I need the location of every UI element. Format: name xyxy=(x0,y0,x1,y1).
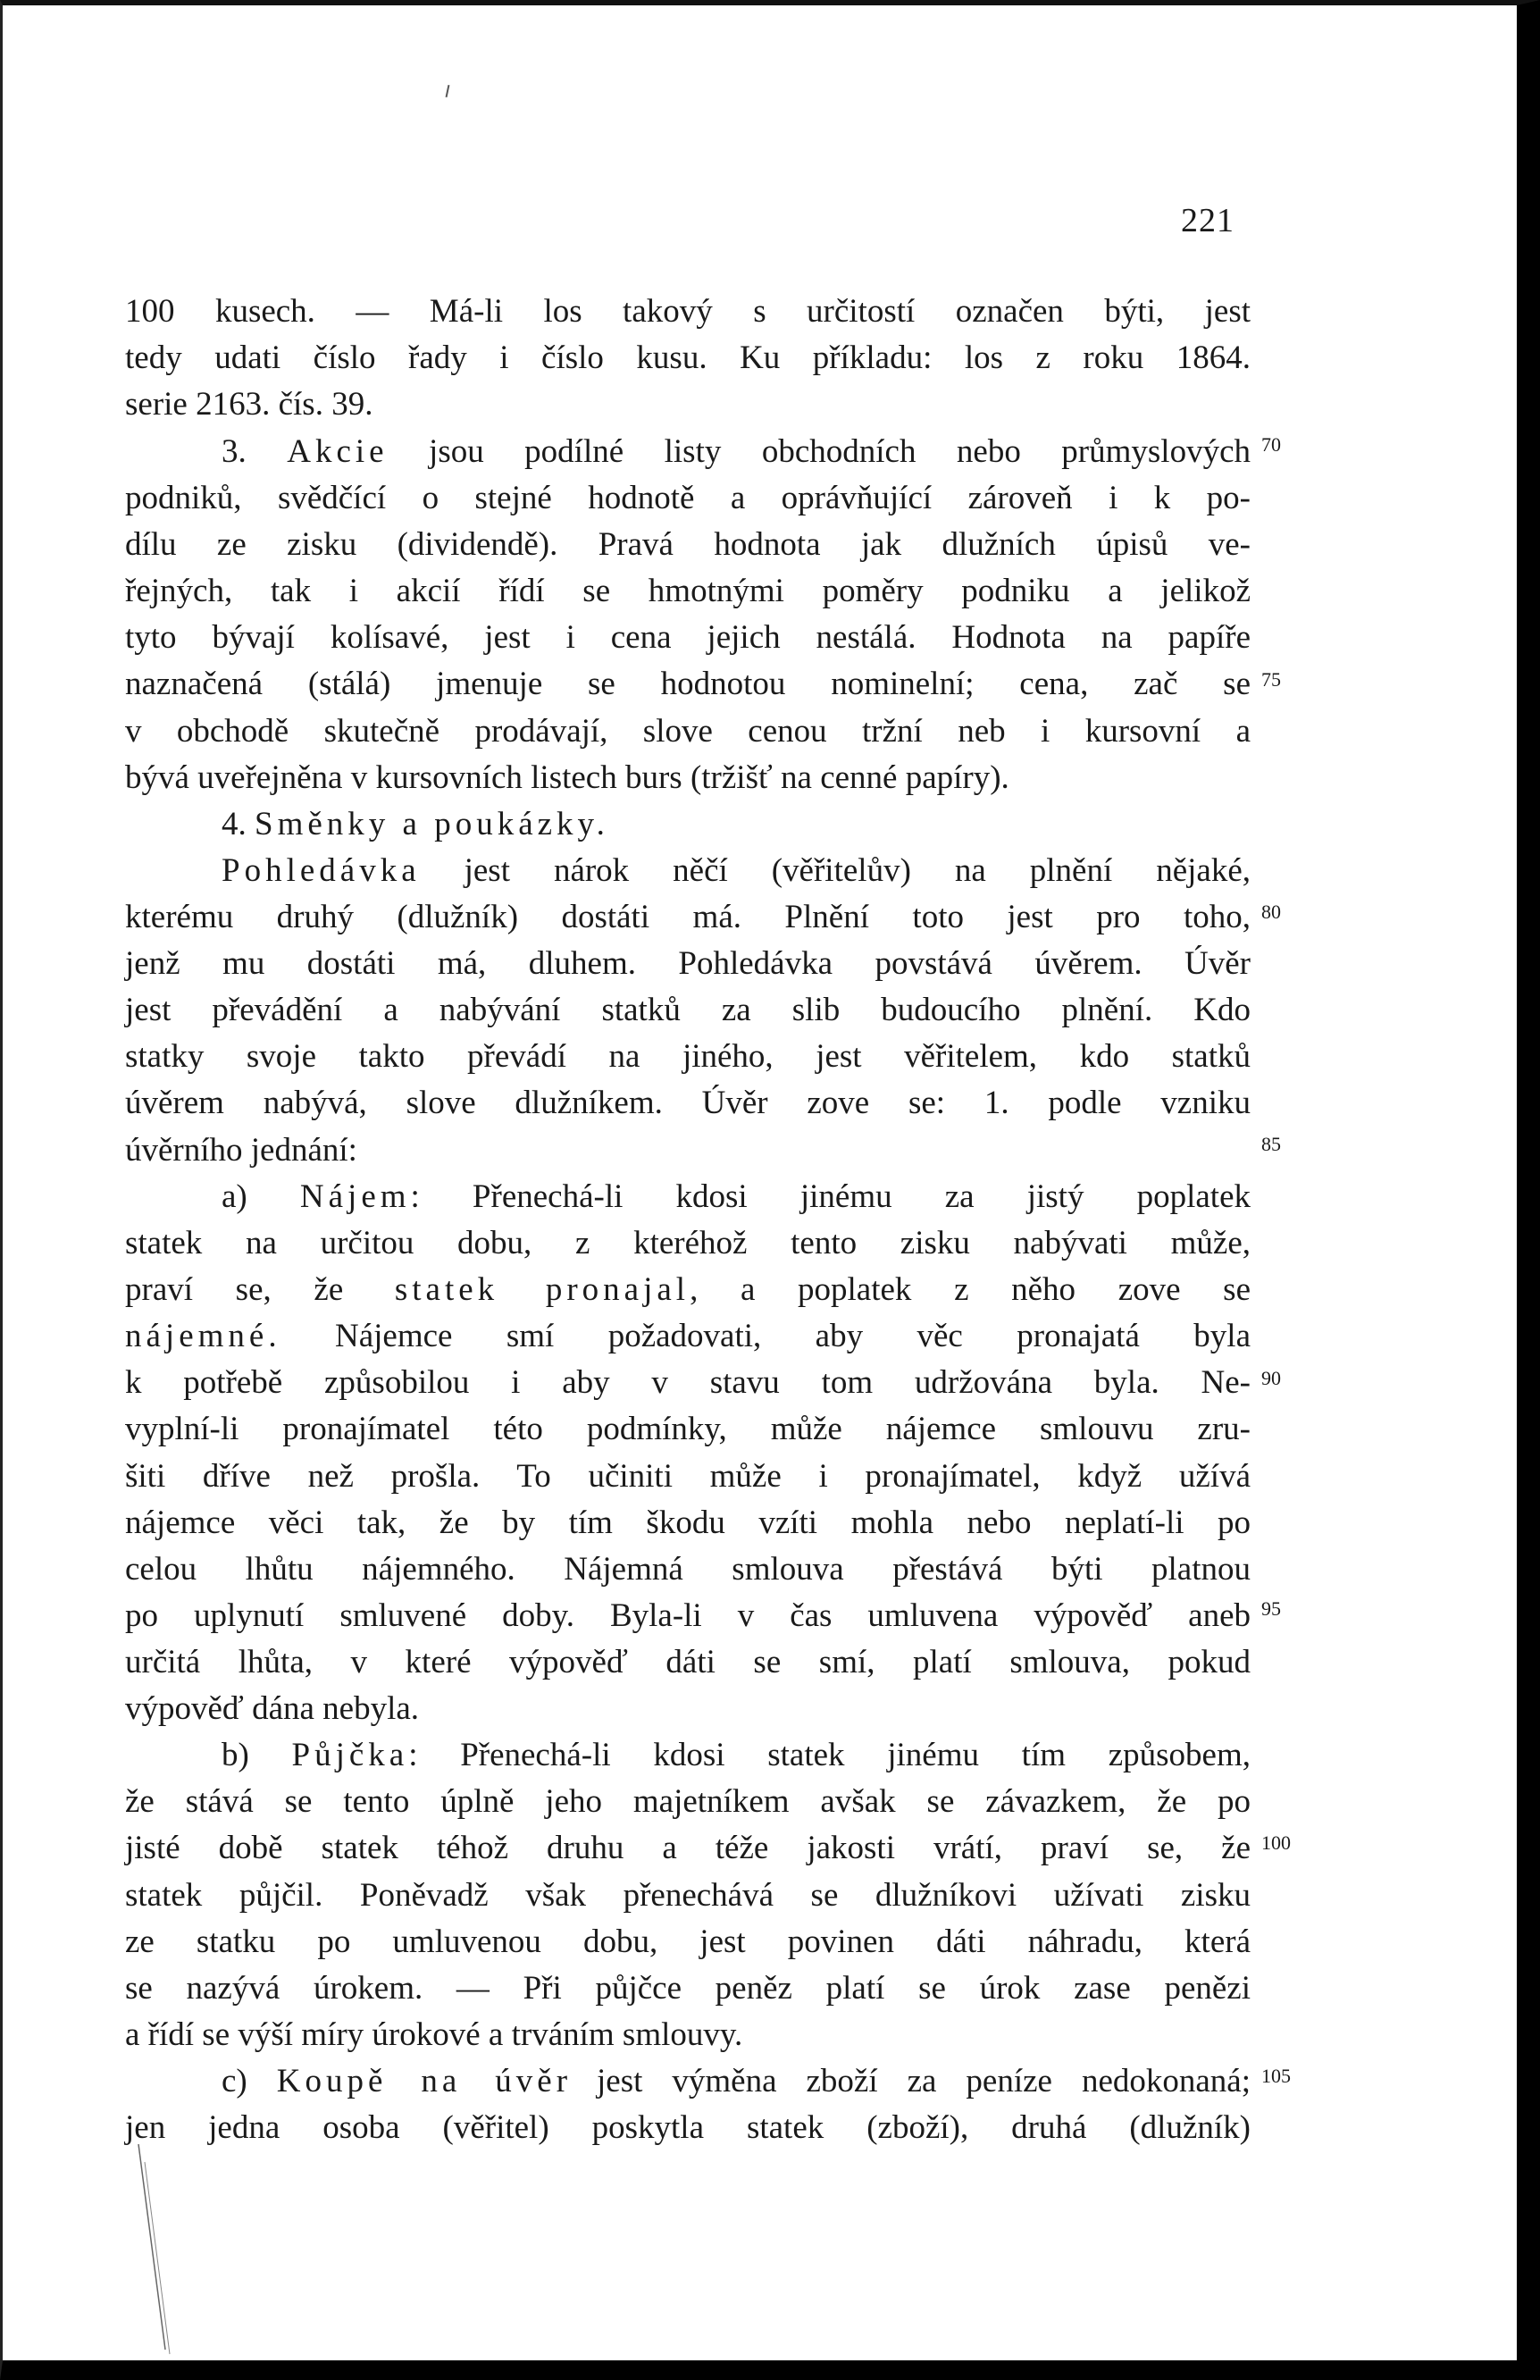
paper-crease xyxy=(134,2144,188,2359)
text-line: kterému druhý (dlužník) dostáti má. Plnění toto jest pro toho, xyxy=(125,899,1251,935)
margin-line-number: 85 xyxy=(1261,1133,1281,1155)
text-line: se nazývá úrokem. — Při půjčce peněz platí se úrok zase penězi xyxy=(125,1970,1251,2007)
text-line: vyplní-li pronajímatel této podmínky, může nájemce smlouvu zru- xyxy=(125,1411,1251,1447)
emphasized-term: Koupě na úvě xyxy=(276,2063,557,2099)
text-line: ze statku po umluvenou dobu, jest povinen dáti náhradu, která xyxy=(125,1923,1251,1960)
emphasized-term: Půjčka xyxy=(291,1737,409,1773)
text-line: výpověď dána nebyla. xyxy=(125,1690,420,1727)
margin-line-number: 75 xyxy=(1261,668,1281,691)
text-line: serie 2163. čís. 39. xyxy=(125,386,373,423)
text-line: nájemné. Nájemce smí požadovati, aby věc pronajatá byla xyxy=(125,1318,1251,1354)
text-line: řejných, tak i akcií řídí se hmotnými poměry podniku a jelikož xyxy=(125,573,1251,609)
emphasized-term: nájemné. xyxy=(125,1318,281,1354)
margin-line-number: 105 xyxy=(1261,2065,1291,2087)
emphasized-term: e statek pronajal xyxy=(328,1271,690,1308)
text-line: bývá uveřejněna v kursovních listech burs (tržišť na cenné papíry). xyxy=(125,759,1009,796)
emphasized-term: Směnky a poukázky. xyxy=(255,806,609,842)
text-line: 100 kusech. — Má-li los takový s určitostí označen býti, jest xyxy=(125,293,1251,330)
emphasized-term: Nájem xyxy=(299,1178,411,1215)
text-line: celou lhůtu nájemného. Nájemná smlouva přestává býti platnou xyxy=(125,1551,1251,1588)
text-line: úvěrního jednání: xyxy=(125,1132,357,1169)
text-line: dílu ze zisku (dividendě). Pravá hodnota jak dlužních úpisů ve- xyxy=(125,526,1251,563)
text-line: jest převádění a nabývání statků za slib budoucího plnění. Kdo xyxy=(125,992,1251,1028)
text-line: nájemce věci tak, že by tím škodu vzíti mohla nebo neplatí-li po xyxy=(125,1504,1251,1541)
text-line: podniků, svědčící o stejné hodnotě a oprávňující zároveň i k po- xyxy=(125,480,1251,516)
text-line: b) Půjčka: Přenechá-li kdosi statek jinému tím způsobem, xyxy=(222,1737,1251,1773)
text-line: tyto bývají kolísavé, jest i cena jejich nestálá. Hodnota na papíře xyxy=(125,619,1251,656)
text-line: statky svoje takto převádí na jiného, jest věřitelem, kdo statků xyxy=(125,1038,1251,1075)
text-line: jenž mu dostáti má, dluhem. Pohledávka povstává úvěrem. Úvěr xyxy=(125,945,1251,982)
text-line: naznačená (stálá) jmenuje se hodnotou nominelní; cena, zač se xyxy=(125,666,1251,702)
margin-line-number: 95 xyxy=(1261,1597,1281,1620)
text-line: šiti dříve než prošla. To učiniti může i pronajímatel, když užívá xyxy=(125,1458,1251,1495)
text-line: statek na určitou dobu, z kteréhož tento zisku nabývati může, xyxy=(125,1225,1251,1261)
text-line: že stává se tento úplně jeho majetníkem avšak se závazkem, že po xyxy=(125,1783,1251,1820)
text-line: tedy udati číslo řady i číslo kusu. Ku příkladu: los z roku 1864. xyxy=(125,339,1251,376)
margin-line-number: 80 xyxy=(1261,901,1281,923)
text-line: v obchodě skutečně prodávají, slove cenou tržní neb i kursovní a xyxy=(125,713,1251,750)
margin-line-number: 70 xyxy=(1261,433,1281,456)
text-line: po uplynutí smluvené doby. Byla-li v čas umluvena výpověď aneb xyxy=(125,1597,1251,1634)
emphasized-term: Akcie xyxy=(287,433,389,470)
margin-line-number: 90 xyxy=(1261,1367,1281,1389)
emphasized-term: Pohledávka xyxy=(222,852,421,889)
text-line: 3. Akcie jsou podílné listy obchodních nebo průmyslových xyxy=(222,433,1251,470)
text-line: jisté době statek téhož druhu a téže jakosti vrátí, praví se, že xyxy=(125,1830,1251,1866)
text-line: c) Koupě na úvěr jest výměna zboží za peníze nedokonaná; xyxy=(222,2063,1251,2099)
margin-line-number: 100 xyxy=(1261,1831,1291,1854)
text-line: úvěrem nabývá, slove dlužníkem. Úvěr zove se: 1. podle vzniku xyxy=(125,1085,1251,1121)
text-line: praví se, že statek pronajal, a poplatek z něho zove se xyxy=(125,1271,1251,1308)
text-line: 4. Směnky a poukázky. xyxy=(222,806,609,842)
text-line: statek půjčil. Poněvadž však přenechává se dlužníkovi užívati zisku xyxy=(125,1877,1251,1914)
page-number: 221 xyxy=(1181,202,1235,239)
text-line: jen jedna osoba (věřitel) poskytla statek (zboží), druhá (dlužník) xyxy=(125,2109,1251,2146)
text-line: a řídí se výší míry úrokové a trváním smlouvy. xyxy=(125,2016,743,2053)
text-line: Pohledávka jest nárok něčí (věřitelův) na plnění nějaké, xyxy=(222,852,1251,889)
text-line: k potřebě způsobilou i aby v stavu tom udržována byla. Ne- xyxy=(125,1364,1251,1401)
text-line: určitá lhůta, v které výpověď dáti se smí, platí smlouva, pokud xyxy=(125,1644,1251,1680)
text-line: a) Nájem: Přenechá-li kdosi jinému za jistý poplatek xyxy=(222,1178,1251,1215)
